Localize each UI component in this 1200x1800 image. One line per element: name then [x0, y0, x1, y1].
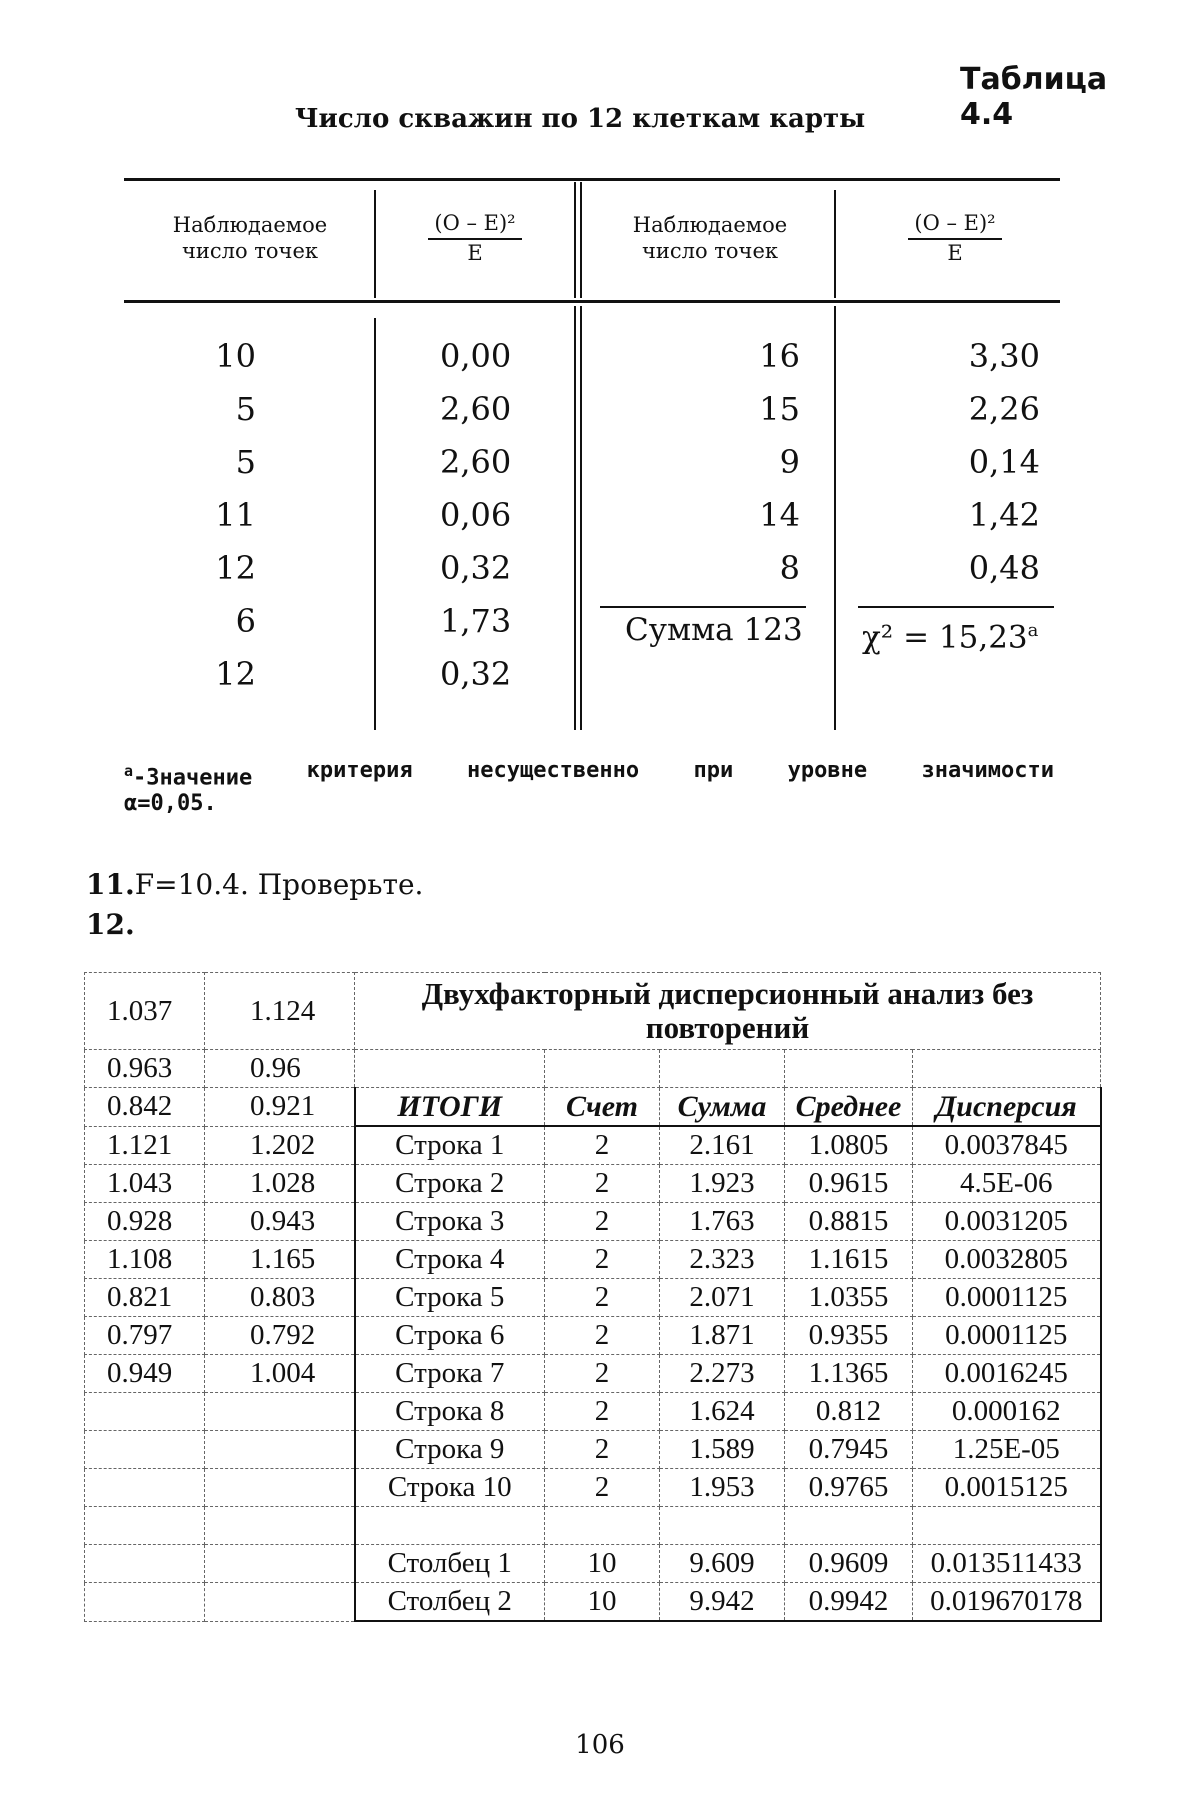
right-chi-3: 0,14 — [890, 436, 1040, 489]
table-row — [85, 1507, 1101, 1545]
variance-cell: 0.019670178 — [913, 1583, 1101, 1622]
row-label: Строка 7 — [355, 1355, 545, 1393]
variance-cell: 1.25E-05 — [913, 1431, 1101, 1469]
page-number: 106 — [560, 1730, 640, 1760]
count-cell: 10 — [545, 1583, 660, 1622]
data-cell: 1.165 — [205, 1241, 355, 1279]
left-observed-2: 5 — [160, 383, 256, 436]
variance-cell: 0.0032805 — [913, 1241, 1101, 1279]
sum-cell: 1.871 — [660, 1317, 785, 1355]
header-mean: Среднее — [785, 1088, 913, 1127]
mean-cell: 1.0355 — [785, 1279, 913, 1317]
count-cell: 10 — [545, 1545, 660, 1583]
count-cell: 2 — [545, 1165, 660, 1203]
table-top-rule — [124, 178, 1060, 181]
empty-cell — [85, 1583, 205, 1622]
col-divider-2b — [580, 182, 582, 298]
header-sum: Сумма — [660, 1088, 785, 1127]
mean-cell: 0.9765 — [785, 1469, 913, 1507]
count-cell: 2 — [545, 1393, 660, 1431]
col-divider-2a-body — [574, 306, 576, 730]
table-row — [85, 1393, 1101, 1431]
sum-cell: 1.763 — [660, 1203, 785, 1241]
count-cell: 2 — [545, 1203, 660, 1241]
header-count: Счет — [545, 1088, 660, 1127]
sum-cell: 2.323 — [660, 1241, 785, 1279]
data-cell: 1.121 — [85, 1126, 205, 1165]
row-label: Строка 2 — [355, 1165, 545, 1203]
data-cell: 1.124 — [205, 973, 355, 1050]
empty-cell — [205, 1507, 355, 1545]
mean-cell: 0.9355 — [785, 1317, 913, 1355]
variance-cell: 0.0015125 — [913, 1469, 1101, 1507]
header-variance: Дисперсия — [913, 1088, 1101, 1127]
header-observed-right: Наблюдаемое число точек — [600, 212, 820, 264]
task-12-label: 12. — [86, 908, 135, 941]
left-chi-4: 0,06 — [440, 489, 511, 542]
row-label: Строка 9 — [355, 1431, 545, 1469]
column-label: Столбец 2 — [355, 1583, 545, 1622]
right-chi-4: 1,42 — [890, 489, 1040, 542]
sum-cell: 1.923 — [660, 1165, 785, 1203]
empty-cell — [205, 1393, 355, 1431]
data-cell: 1.043 — [85, 1165, 205, 1203]
variance-cell: 0.0001125 — [913, 1279, 1101, 1317]
right-chi-5: 0,48 — [890, 542, 1040, 595]
header-observed-left: Наблюдаемое число точек — [140, 212, 360, 264]
variance-cell: 0.0001125 — [913, 1317, 1101, 1355]
table-row — [85, 1355, 1101, 1393]
data-cell: 0.792 — [205, 1317, 355, 1355]
anova-table — [84, 972, 1102, 1622]
count-cell: 2 — [545, 1126, 660, 1165]
table-row — [85, 1279, 1101, 1317]
mean-cell: 1.1365 — [785, 1355, 913, 1393]
variance-cell: 4.5E-06 — [913, 1165, 1101, 1203]
empty-cell — [355, 1507, 545, 1545]
table-row — [85, 973, 1101, 1050]
right-observed-2: 15 — [690, 383, 800, 436]
right-observed-4: 14 — [690, 489, 800, 542]
column-label: Столбец 1 — [355, 1545, 545, 1583]
row-label: Строка 8 — [355, 1393, 545, 1431]
data-cell: 0.821 — [85, 1279, 205, 1317]
data-cell: 1.028 — [205, 1165, 355, 1203]
row-label: Строка 4 — [355, 1241, 545, 1279]
empty-cell — [545, 1507, 660, 1545]
data-cell: 0.949 — [85, 1355, 205, 1393]
col-divider-2a — [574, 182, 576, 298]
mean-cell: 0.812 — [785, 1393, 913, 1431]
left-observed-5: 12 — [160, 542, 256, 595]
mean-cell: 1.0805 — [785, 1126, 913, 1165]
table-footnote: a-Значение критерия несущественно при уровне значимости α=0,05. — [124, 758, 1054, 817]
count-cell: 2 — [545, 1279, 660, 1317]
empty-cell — [660, 1507, 785, 1545]
empty-cell — [205, 1431, 355, 1469]
table-row — [85, 1317, 1101, 1355]
data-cell: 0.963 — [85, 1050, 205, 1088]
sum-cell: 2.161 — [660, 1126, 785, 1165]
table-row — [85, 1165, 1101, 1203]
empty-cell — [913, 1507, 1101, 1545]
variance-cell: 0.0031205 — [913, 1203, 1101, 1241]
sum-cell: 1.624 — [660, 1393, 785, 1431]
col-divider-3-body — [834, 306, 836, 730]
table-row — [85, 1203, 1101, 1241]
empty-cell — [85, 1545, 205, 1583]
mean-cell: 0.7945 — [785, 1431, 913, 1469]
table-row — [85, 1431, 1101, 1469]
right-observed-5: 8 — [690, 542, 800, 595]
count-cell: 2 — [545, 1355, 660, 1393]
data-cell: 0.797 — [85, 1317, 205, 1355]
variance-cell: 0.013511433 — [913, 1545, 1101, 1583]
count-cell: 2 — [545, 1431, 660, 1469]
col-divider-1-body — [374, 318, 376, 730]
data-cell: 1.202 — [205, 1126, 355, 1165]
left-chi-7: 0,32 — [440, 648, 511, 701]
empty-cell — [785, 1050, 913, 1088]
row-label: Строка 1 — [355, 1126, 545, 1165]
variance-cell: 0.000162 — [913, 1393, 1101, 1431]
data-cell: 0.921 — [205, 1088, 355, 1127]
left-chi-2: 2,60 — [440, 383, 511, 436]
row-label: Строка 10 — [355, 1469, 545, 1507]
data-cell: 1.004 — [205, 1355, 355, 1393]
right-observed-1: 16 — [690, 330, 800, 383]
left-chi-5: 0,32 — [440, 542, 511, 595]
table-row — [85, 1583, 1101, 1622]
left-chi-1: 0,00 — [440, 330, 511, 383]
empty-cell — [355, 1050, 545, 1088]
empty-cell — [85, 1431, 205, 1469]
data-cell: 1.037 — [85, 973, 205, 1050]
empty-cell — [913, 1050, 1101, 1088]
empty-cell — [205, 1469, 355, 1507]
sum-label: Сумма 123 — [625, 604, 803, 657]
data-cell: 0.928 — [85, 1203, 205, 1241]
count-cell: 2 — [545, 1317, 660, 1355]
count-cell: 2 — [545, 1469, 660, 1507]
header-totals: ИТОГИ — [355, 1088, 545, 1127]
left-observed-6: 6 — [160, 595, 256, 648]
table-caption: Число скважин по 12 клеткам карты — [220, 104, 940, 134]
empty-cell — [660, 1050, 785, 1088]
row-label: Строка 3 — [355, 1203, 545, 1241]
sum-cell: 1.953 — [660, 1469, 785, 1507]
empty-cell — [85, 1507, 205, 1545]
row-label: Строка 6 — [355, 1317, 545, 1355]
empty-cell — [785, 1507, 913, 1545]
data-cell: 0.803 — [205, 1279, 355, 1317]
chi-square-total: χ² = 15,23a — [862, 604, 1038, 664]
table-row — [85, 1126, 1101, 1165]
right-observed-3: 9 — [690, 436, 800, 489]
mean-cell: 1.1615 — [785, 1241, 913, 1279]
mean-cell: 0.9615 — [785, 1165, 913, 1203]
sum-cell: 2.071 — [660, 1279, 785, 1317]
mean-cell: 0.9942 — [785, 1583, 913, 1622]
empty-cell — [85, 1469, 205, 1507]
table-row — [85, 1050, 1101, 1088]
empty-cell — [85, 1393, 205, 1431]
data-cell: 0.96 — [205, 1050, 355, 1088]
data-cell: 1.108 — [85, 1241, 205, 1279]
variance-cell: 0.0037845 — [913, 1126, 1101, 1165]
data-cell: 0.943 — [205, 1203, 355, 1241]
empty-cell — [205, 1545, 355, 1583]
table-row — [85, 1088, 1101, 1127]
count-cell: 2 — [545, 1241, 660, 1279]
variance-cell: 0.0016245 — [913, 1355, 1101, 1393]
mean-cell: 0.8815 — [785, 1203, 913, 1241]
left-chi-6: 1,73 — [440, 595, 511, 648]
table-header-rule — [124, 300, 1060, 303]
right-chi-1: 3,30 — [890, 330, 1040, 383]
sum-cell: 9.609 — [660, 1545, 785, 1583]
left-observed-1: 10 — [160, 330, 256, 383]
empty-cell — [545, 1050, 660, 1088]
table-row — [85, 1241, 1101, 1279]
left-observed-4: 11 — [160, 489, 256, 542]
mean-cell: 0.9609 — [785, 1545, 913, 1583]
anova-title: Двухфакторный дисперсионный анализ без повторений — [355, 973, 1101, 1050]
left-observed-3: 5 — [160, 436, 256, 489]
sum-cell: 1.589 — [660, 1431, 785, 1469]
sum-cell: 2.273 — [660, 1355, 785, 1393]
sum-cell: 9.942 — [660, 1583, 785, 1622]
right-chi-2: 2,26 — [890, 383, 1040, 436]
col-divider-2b-body — [580, 306, 582, 730]
header-formula-right: (O – E)² E — [880, 210, 1030, 266]
table-label: Таблица 4.4 — [960, 62, 1160, 132]
left-observed-7: 12 — [160, 648, 256, 701]
data-cell: 0.842 — [85, 1088, 205, 1127]
table-row — [85, 1469, 1101, 1507]
empty-cell — [205, 1583, 355, 1622]
header-formula-left: (O – E)² E — [400, 210, 550, 266]
row-label: Строка 5 — [355, 1279, 545, 1317]
task-11: 11.F=10.4. Проверьте. — [86, 868, 423, 901]
col-divider-1 — [374, 190, 376, 298]
col-divider-3 — [834, 190, 836, 298]
table-row — [85, 1545, 1101, 1583]
left-chi-3: 2,60 — [440, 436, 511, 489]
